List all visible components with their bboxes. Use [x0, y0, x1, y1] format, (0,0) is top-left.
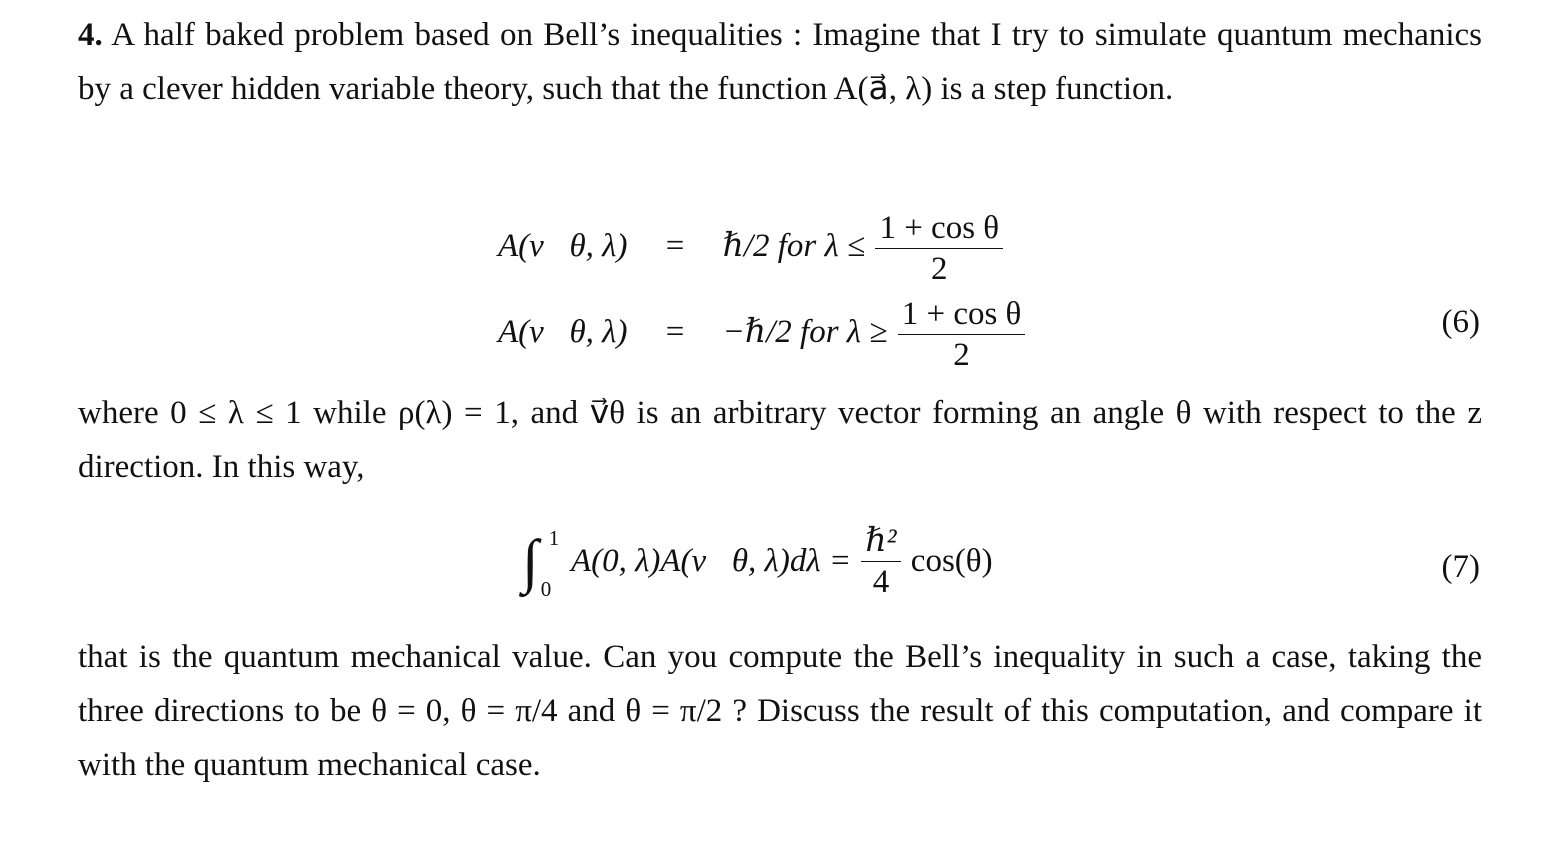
problem-intro-text: A half baked problem based on Bell’s inequalities : Imagine that I try to simulate quantum mechanics by a clever hidden variable theory, such that the function A(a⃗, λ) is a step function. — [78, 17, 1482, 107]
problem-intro-paragraph — [78, 8, 1482, 116]
eq6-line-1 — [498, 208, 1005, 289]
eq6-frac1-denominator: 2 — [931, 251, 948, 287]
eq7-frac-numerator: ℏ² — [861, 521, 900, 562]
eq6-rhs-2: −ℏ/2 for λ ≥ — [722, 314, 888, 351]
eq6-rhs-1: ℏ/2 for λ ≤ — [722, 228, 866, 265]
eq7-fraction — [861, 521, 900, 602]
eq6-frac1-numerator: 1 + cos θ — [875, 208, 1003, 249]
integral-upper-limit: 1 — [548, 525, 560, 550]
problem-number: 4. — [78, 17, 103, 53]
eq7-line — [522, 521, 993, 602]
eq7-frac-denominator: 4 — [872, 564, 890, 600]
integral-sign: ∫ — [522, 528, 539, 594]
integral-limits — [541, 522, 563, 602]
eq7-number: (7) — [1441, 549, 1480, 585]
mid-paragraph: where 0 ≤ λ ≤ 1 while ρ(λ) = 1, and v⃗θ is an arbitrary vector forming an angle θ with respect to the z direction. In this way, — [78, 395, 1482, 485]
eq6-line-2 — [498, 294, 1027, 375]
equation-7 — [0, 515, 1552, 615]
eq6-rel-2: = — [665, 314, 685, 351]
eq6-frac2-denominator: 2 — [953, 337, 970, 373]
eq6-rel-1: = — [665, 228, 685, 265]
integral-lower-limit: 0 — [540, 576, 552, 601]
equation-6 — [0, 190, 1552, 373]
eq6-lhs-1: A(v⃗θ, λ) — [498, 228, 628, 265]
eq6-fraction-1 — [875, 208, 1003, 289]
eq7-integrand: A(0, λ)A(v⃗θ, λ)dλ = — [570, 543, 852, 579]
eq6-frac2-numerator: 1 + cos θ — [898, 294, 1026, 335]
eq6-fraction-2 — [898, 294, 1026, 375]
final-paragraph: that is the quantum mechanical value. Can you compute the Bell’s inequality in such a case, taking the three directions to be θ = 0, θ = π/4 and θ = π/2 ? Discuss the result of this computation, and compare it with the quantum mechanical case. — [78, 639, 1482, 783]
eq7-tail: cos(θ) — [910, 543, 993, 579]
eq6-lhs-2: A(v⃗θ, λ) — [498, 314, 628, 351]
eq6-number: (6) — [1441, 304, 1480, 340]
